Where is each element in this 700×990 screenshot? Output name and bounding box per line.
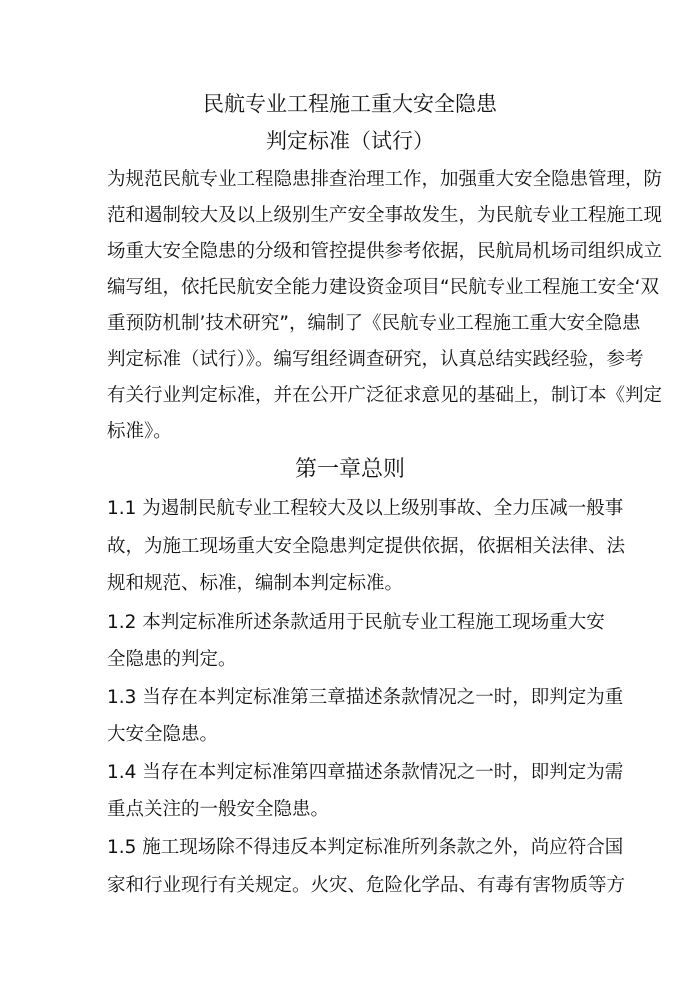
document-subtitle: 判定标准（试行） bbox=[266, 129, 434, 153]
intro-line: 判定标准（试行）》。编写组经调查研究，认真总结实践经验，参考 bbox=[107, 349, 644, 370]
clause-line: 家和行业现行有关规定。火灾、危险化学品、有毒有害物质等方 bbox=[107, 875, 626, 896]
chapter-heading: 第一章总则 bbox=[294, 457, 405, 482]
clause-line: 故，为施工现场重大安全隐患判定提供依据，依据相关法律、法 bbox=[107, 536, 626, 557]
clause-line: 1.2 本判定标准所述条款适用于民航专业工程施工现场重大安 bbox=[107, 612, 605, 633]
clause-line: 1.3 当存在本判定标准第三章描述条款情况之一时，即判定为重 bbox=[107, 687, 624, 708]
intro-line: 编写组，依托民航安全能力建设资金项目“民航专业工程施工安全‘双 bbox=[107, 277, 659, 298]
intro-line: 场重大安全隐患的分级和管控提供参考依据，民航局机场司组织成立 bbox=[107, 241, 663, 262]
intro-line: 范和遏制较大及以上级别生产安全事故发生，为民航专业工程施工现 bbox=[107, 205, 663, 226]
clause-line: 规和规范、标准，编制本判定标准。 bbox=[107, 573, 404, 594]
clause-line: 重点关注的一般安全隐患。 bbox=[107, 799, 330, 820]
intro-line: 标准》。 bbox=[107, 421, 172, 442]
intro-line: 为规范民航专业工程隐患排查治理工作，加强重大安全隐患管理，防 bbox=[107, 169, 663, 190]
clause-line: 1.1 为遏制民航专业工程较大及以上级别事故、全力压减一般事 bbox=[107, 498, 624, 519]
clause-line: 全隐患的判定。 bbox=[107, 649, 237, 670]
clause-line: 1.5 施工现场除不得违反本判定标准所列条款之外，尚应符合国 bbox=[107, 837, 624, 858]
document-title: 民航专业工程施工重大安全隐患 bbox=[203, 92, 497, 116]
clause-line: 1.4 当存在本判定标准第四章描述条款情况之一时，即判定为需 bbox=[107, 762, 624, 783]
clause-line: 大安全隐患。 bbox=[107, 724, 219, 745]
intro-line: 重预防机制’技术研究”，编制了《民航专业工程施工重大安全隐患 bbox=[107, 313, 641, 334]
intro-line: 有关行业判定标准，并在公开广泛征求意见的基础上，制订本《判定 bbox=[107, 385, 663, 406]
